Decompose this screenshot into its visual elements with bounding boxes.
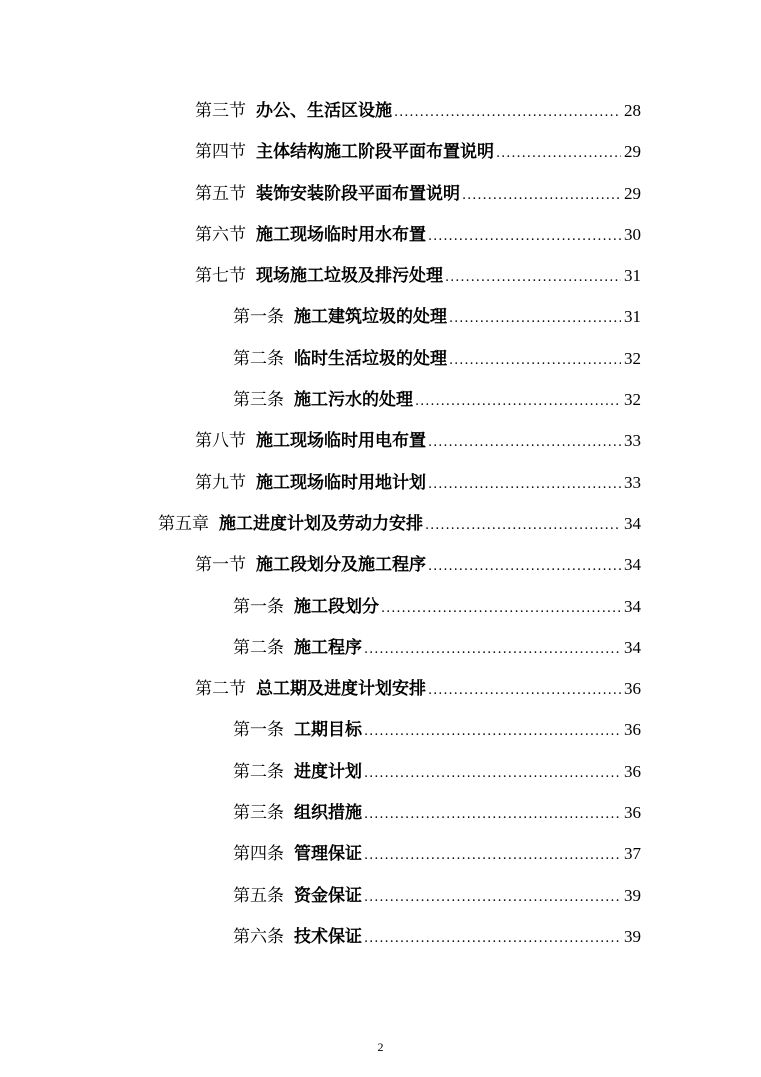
toc-leader-dots — [364, 918, 621, 959]
toc-leader-dots — [415, 381, 621, 422]
toc-entry-title: 组织措施 — [294, 803, 362, 824]
toc-entry-number: 第一条 — [233, 307, 284, 328]
toc-leader-dots — [428, 422, 621, 463]
toc-entry[interactable] — [0, 90, 761, 131]
toc-entry-title: 施工现场临时用电布置 — [256, 431, 426, 452]
toc-leader-dots — [364, 629, 621, 670]
toc-entry-number: 第九节 — [195, 472, 246, 493]
toc-leader-dots — [428, 464, 621, 505]
toc-entry-page: 31 — [624, 307, 641, 327]
toc-leader-dots — [496, 133, 621, 174]
toc-entry-title: 施工现场临时用水布置 — [256, 224, 426, 245]
toc-entry-title: 施工段划分 — [294, 596, 379, 617]
toc-entry-title: 施工程序 — [294, 637, 362, 658]
toc-entry-title: 进度计划 — [294, 761, 362, 782]
toc-entry-number: 第七节 — [195, 266, 246, 287]
toc-leader-dots — [364, 711, 621, 752]
toc-entry-number: 第五条 — [233, 885, 284, 906]
toc-entry-title: 办公、生活区设施 — [256, 101, 392, 121]
toc-entry-page: 36 — [624, 720, 641, 740]
toc-entry[interactable] — [0, 709, 761, 750]
toc-entry[interactable] — [0, 338, 761, 379]
toc-leader-dots — [449, 298, 621, 339]
toc-entry-number: 第一条 — [233, 596, 284, 617]
toc-entry-title: 施工进度计划及劳动力安排 — [219, 513, 423, 534]
toc-entry[interactable] — [0, 751, 761, 792]
toc-entry-number: 第八节 — [195, 431, 246, 452]
toc-entry-title: 临时生活垃圾的处理 — [294, 348, 447, 369]
toc-entry-title: 施工现场临时用地计划 — [256, 472, 426, 493]
toc-entry-page: 31 — [624, 266, 641, 286]
toc-leader-dots — [364, 835, 621, 876]
toc-entry-title: 施工建筑垃圾的处理 — [294, 307, 447, 328]
toc-leader-dots — [381, 588, 621, 629]
toc-entry-number: 第一条 — [233, 720, 284, 741]
toc-leader-dots — [364, 794, 621, 835]
toc-entry-page: 28 — [624, 101, 641, 120]
toc-entry[interactable] — [0, 131, 761, 172]
toc-entry-page: 29 — [624, 183, 641, 203]
toc-leader-dots — [428, 546, 621, 587]
toc-entry-title: 技术保证 — [294, 926, 362, 947]
toc-entry-number: 第三条 — [233, 390, 284, 411]
toc-entry[interactable] — [0, 668, 761, 709]
toc-entry-number: 第六条 — [233, 926, 284, 947]
toc-entry[interactable] — [0, 420, 761, 461]
table-of-contents — [0, 90, 761, 957]
toc-entry[interactable] — [0, 586, 761, 627]
toc-entry[interactable] — [0, 627, 761, 668]
toc-entry-page: 34 — [624, 596, 641, 616]
toc-entry-number: 第四条 — [233, 844, 284, 865]
toc-entry[interactable] — [0, 379, 761, 420]
toc-entry-number: 第四节 — [195, 142, 246, 163]
toc-entry[interactable] — [0, 214, 761, 255]
toc-leader-dots — [394, 92, 621, 133]
page-number: 2 — [377, 1040, 384, 1054]
toc-entry[interactable] — [0, 296, 761, 337]
toc-entry-page: 33 — [624, 431, 641, 451]
toc-leader-dots — [425, 505, 621, 546]
toc-entry-page: 34 — [624, 513, 641, 533]
toc-leader-dots — [428, 670, 621, 711]
toc-entry-page: 30 — [624, 224, 641, 244]
toc-entry[interactable] — [0, 462, 761, 503]
toc-entry-number: 第二条 — [233, 761, 284, 782]
toc-entry-title: 施工污水的处理 — [294, 390, 413, 411]
toc-entry[interactable] — [0, 875, 761, 916]
toc-entry-number: 第六节 — [195, 224, 246, 245]
toc-entry-number: 第三条 — [233, 803, 284, 824]
toc-entry-title: 总工期及进度计划安排 — [256, 679, 426, 700]
toc-entry-number: 第二条 — [233, 637, 284, 658]
toc-entry-page: 39 — [624, 885, 641, 905]
toc-entry-number: 第一节 — [195, 555, 246, 576]
toc-entry[interactable] — [0, 833, 761, 874]
toc-entry[interactable] — [0, 792, 761, 833]
toc-entry[interactable] — [0, 544, 761, 585]
toc-entry-title: 管理保证 — [294, 844, 362, 865]
toc-entry-number: 第二条 — [233, 348, 284, 369]
toc-entry-number: 第三节 — [195, 101, 246, 121]
toc-entry[interactable] — [0, 173, 761, 214]
toc-entry-page: 33 — [624, 472, 641, 492]
toc-entry-page: 34 — [624, 637, 641, 657]
toc-leader-dots — [364, 877, 621, 918]
toc-entry[interactable] — [0, 916, 761, 957]
toc-entry-number: 第二节 — [195, 679, 246, 700]
toc-leader-dots — [449, 340, 621, 381]
toc-entry-page: 32 — [624, 390, 641, 410]
toc-entry-number: 第五节 — [195, 183, 246, 204]
toc-entry-page: 36 — [624, 761, 641, 781]
toc-entry[interactable] — [0, 503, 761, 544]
toc-leader-dots — [364, 753, 621, 794]
toc-entry-page: 34 — [624, 555, 641, 575]
toc-entry-page: 36 — [624, 679, 641, 699]
toc-entry-page: 29 — [624, 142, 641, 162]
toc-entry-title: 装饰安装阶段平面布置说明 — [256, 183, 460, 204]
toc-entry-page: 39 — [624, 926, 641, 946]
toc-entry-page: 37 — [624, 844, 641, 864]
toc-leader-dots — [462, 175, 621, 216]
toc-entry-title: 资金保证 — [294, 885, 362, 906]
toc-entry-page: 36 — [624, 803, 641, 823]
toc-leader-dots — [445, 257, 621, 298]
toc-entry[interactable] — [0, 255, 761, 296]
toc-entry-title: 主体结构施工阶段平面布置说明 — [256, 142, 494, 163]
toc-entry-title: 现场施工垃圾及排污处理 — [256, 266, 443, 287]
toc-entry-title: 工期目标 — [294, 720, 362, 741]
toc-entry-page: 32 — [624, 348, 641, 368]
toc-leader-dots — [428, 216, 621, 257]
toc-entry-number: 第五章 — [158, 513, 209, 534]
toc-entry-title: 施工段划分及施工程序 — [256, 555, 426, 576]
